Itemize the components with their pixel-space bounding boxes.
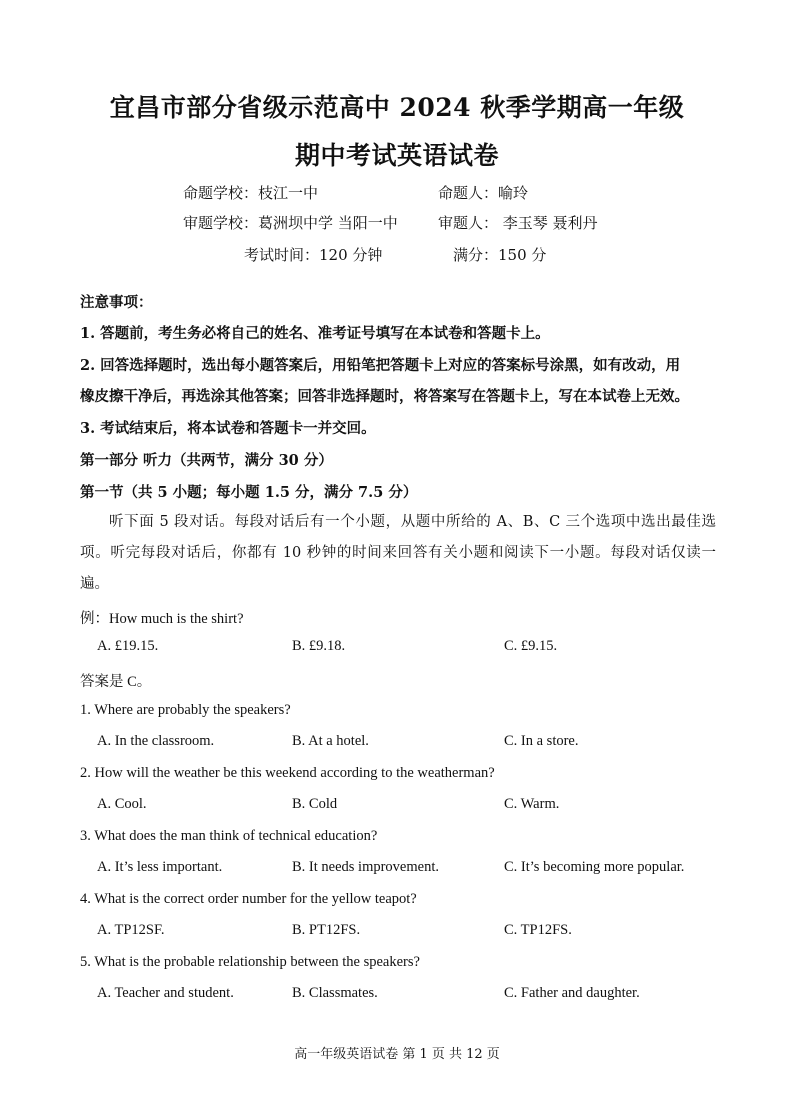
question-2-option-a: A. Cool. xyxy=(97,796,147,812)
setting-author: 命题人：喻玲 xyxy=(438,184,529,202)
note-item-3: 3. 考试结束后，将本试卷和答题卡一并交回。 xyxy=(80,420,376,437)
question-1-option-a: A. In the classroom. xyxy=(97,733,215,749)
question-2-option-c: C. Warm. xyxy=(504,796,560,812)
example-answer: 答案是 C。 xyxy=(80,674,152,690)
question-2-option-b: B. Cold xyxy=(292,796,338,812)
example-question: 例：How much is the shirt? xyxy=(80,611,244,627)
note-item-2: 2. 回答选择题时，选出每小题答案后，用铅笔把答题卡上对应的答案标号涂黑，如有改动，用 xyxy=(80,357,681,374)
page-footer: 高一年级英语试卷 第 1 页 共 12 页 xyxy=(294,1047,500,1062)
question-4-option-a: A. TP12SF. xyxy=(97,922,165,938)
note-item-2-cont: 橡皮擦干净后，再选涂其他答案；回答非选择题时，将答案写在答题卡上，写在本试卷上无效。 xyxy=(80,388,689,405)
review-school: 审题学校：葛洲坝中学 当阳一中 xyxy=(183,214,398,232)
question-4-option-b: B. PT12FS. xyxy=(292,922,361,938)
question-4: 4. What is the correct order number for the yellow teapot? xyxy=(80,891,417,907)
question-2: 2. How will the weather be this weekend according to the weatherman? xyxy=(80,765,495,781)
question-3-option-b: B. It needs improvement. xyxy=(292,859,439,875)
setting-school: 命题学校：枝江一中 xyxy=(183,184,319,202)
question-3-option-a: A. It’s less important. xyxy=(97,859,223,875)
exam-time: 考试时间：120 分钟 xyxy=(244,246,383,264)
question-1-option-c: C. In a store. xyxy=(504,733,579,749)
question-4-option-c: C. TP12FS. xyxy=(504,922,572,938)
reviewers: 审题人： 李玉琴 聂利丹 xyxy=(438,214,598,232)
example-option-c: C. £9.15. xyxy=(504,638,558,654)
question-1: 1. Where are probably the speakers? xyxy=(80,702,291,718)
example-option-a: A. £19.15. xyxy=(97,638,159,654)
notes-heading: 注意事项： xyxy=(80,294,153,311)
note-item-1: 1. 答题前，考生务必将自己的姓名、准考证号填写在本试卷和答题卡上。 xyxy=(80,325,550,342)
question-3-option-c: C. It’s becoming more popular. xyxy=(504,859,685,875)
question-5-option-c: C. Father and daughter. xyxy=(504,985,640,1001)
question-5: 5. What is the probable relationship between the speakers? xyxy=(80,954,420,970)
question-1-option-b: B. At a hotel. xyxy=(292,733,369,749)
question-5-option-a: A. Teacher and student. xyxy=(97,985,234,1001)
question-5-option-b: B. Classmates. xyxy=(292,985,378,1001)
listening-instructions: 听下面 5 段对话。每段对话后有一个小题，从题中所给的 A、B、C 三个选项中选出最佳选项。听完每段对话后，你都有 10 秒钟的时间来回答有关小题和阅读下一小题。每段对话仅读一遍。 xyxy=(80,514,716,592)
full-score: 满分：150 分 xyxy=(453,246,547,264)
example-option-b: B. £9.18. xyxy=(292,638,346,654)
part1-heading: 第一部分 听力（共两节，满分 30 分） xyxy=(80,452,333,469)
exam-title-line1: 宜昌市部分省级示范高中 2024 秋季学期高一年级 xyxy=(109,93,685,122)
exam-title-line2: 期中考试英语试卷 xyxy=(294,141,499,170)
section1-heading: 第一节（共 5 小题；每小题 1.5 分，满分 7.5 分） xyxy=(80,484,418,501)
question-3: 3. What does the man think of technical education? xyxy=(80,828,378,844)
